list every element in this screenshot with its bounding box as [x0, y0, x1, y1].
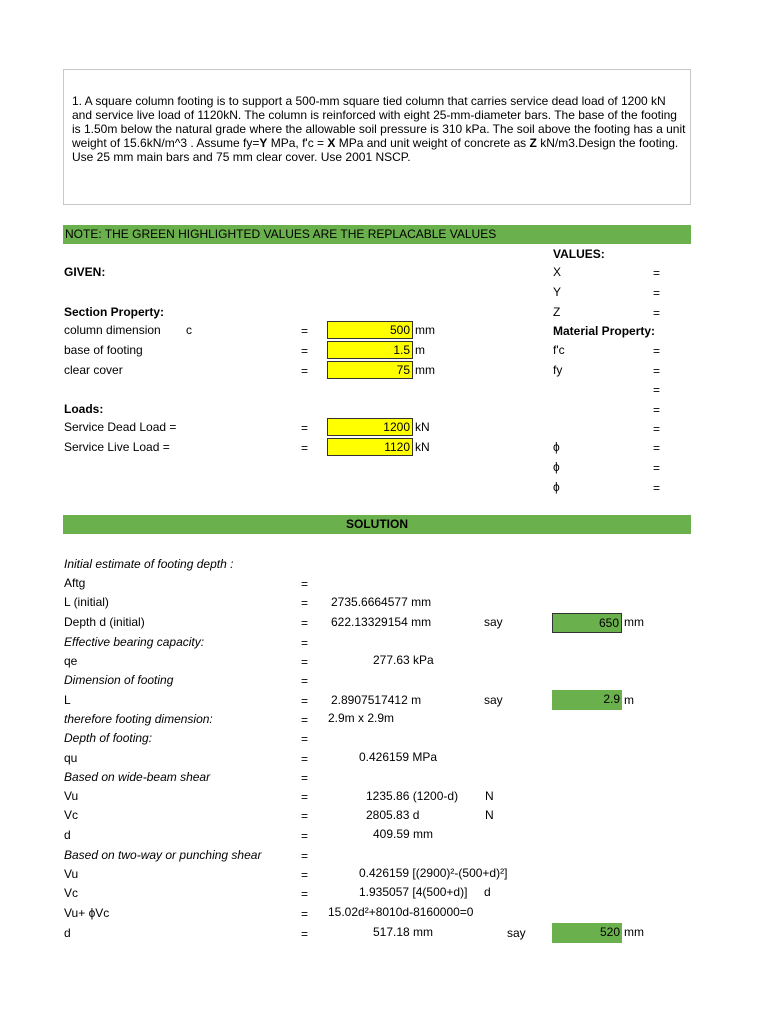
- problem-var-z: Z: [529, 136, 537, 150]
- clear-cover-input[interactable]: [327, 361, 413, 379]
- base-of-footing-label: base of footing: [64, 343, 143, 357]
- equals-sign: =: [653, 481, 661, 495]
- equals-sign: =: [301, 868, 309, 882]
- problem-text-part: kN/m3.Design the footing. Use 25 mm main bars and 75 mm clear cover. Use 2001 NSCP.: [72, 136, 679, 164]
- qu-label: qu: [64, 751, 78, 765]
- l-say-value: 2.9: [603, 692, 620, 706]
- values-title: VALUES:: [553, 247, 605, 261]
- equals-sign: =: [301, 732, 309, 746]
- vc-label: Vc: [64, 886, 79, 900]
- vc-wide-value: 2805.83 d: [366, 808, 420, 822]
- equals-sign: =: [301, 887, 309, 901]
- service-live-load-label: Service Live Load =: [64, 440, 170, 454]
- vc-punching-value: 1.935057 [4(500+d)]: [359, 885, 468, 899]
- equals-sign: =: [301, 829, 309, 843]
- equals-sign: =: [653, 403, 661, 417]
- equals-sign: =: [301, 713, 309, 727]
- l-initial-value: 2735.6664577 mm: [331, 595, 432, 609]
- equals-sign: =: [301, 849, 309, 863]
- equals-sign: =: [653, 364, 661, 378]
- service-live-load-value: 1120: [384, 440, 410, 454]
- note-text: NOTE: THE GREEN HIGHLIGHTED VALUES ARE THE REPLACABLE VALUES: [65, 227, 497, 241]
- depth-of-footing-heading: Depth of footing:: [64, 731, 153, 745]
- two-way-heading: Based on two-way or punching shear: [64, 848, 262, 862]
- vu-phi-vc-equation: 15.02d²+8010d-8160000=0: [328, 905, 474, 919]
- say-label: say: [484, 615, 503, 629]
- base-of-footing-unit: m: [415, 343, 425, 357]
- d-say-input[interactable]: [552, 923, 622, 943]
- problem-text-part: 1. A square column footing is to support a 500-mm square tied column that carries service dead load of 1200 kN and service live load of 1120kN. The column is reinforced with eight 25-mm-diameter bars. The base of the footing is 1.50m below the natural grade where the allowable soil pressure is 310 kPa. The soil above the footing has a unit weight of 15.6kN/m^3 . Assume fy=: [72, 94, 686, 150]
- column-dimension-unit: mm: [415, 323, 435, 337]
- problem-text-part: MPa and unit weight of concrete as: [335, 136, 530, 150]
- initial-estimate-heading: Initial estimate of footing depth :: [64, 557, 234, 571]
- d-say-value: 520: [599, 925, 620, 939]
- aftg-label: Aftg: [64, 576, 86, 590]
- vc-punching-unit: d: [484, 885, 491, 899]
- equals-sign: =: [301, 655, 309, 669]
- fy-label: fy: [553, 363, 563, 377]
- phi-symbol: ϕ: [553, 480, 560, 494]
- vu-label: Vu: [64, 867, 79, 881]
- d-say-unit: mm: [624, 925, 644, 939]
- d-punching-value: 517.18 mm: [373, 925, 434, 939]
- solution-title: SOLUTION: [346, 517, 408, 531]
- equals-sign: =: [301, 421, 309, 435]
- therefore-value: 2.9m x 2.9m: [328, 711, 395, 725]
- depth-say-input[interactable]: [552, 613, 622, 633]
- given-title: GIVEN:: [64, 265, 106, 279]
- dimension-heading: Dimension of footing: [64, 673, 174, 687]
- depth-initial-label: Depth d (initial): [64, 615, 145, 629]
- column-dimension-input[interactable]: [327, 321, 413, 339]
- wide-beam-heading: Based on wide-beam shear: [64, 770, 211, 784]
- column-dimension-value: 500: [389, 323, 410, 337]
- l-say-unit: m: [624, 693, 634, 707]
- therefore-heading: therefore footing dimension:: [64, 712, 213, 726]
- equals-sign: =: [301, 364, 309, 378]
- service-dead-load-label: Service Dead Load =: [64, 420, 177, 434]
- effective-bearing-heading: Effective bearing capacity:: [64, 635, 205, 649]
- material-property-title: Material Property:: [553, 324, 656, 338]
- vu-label: Vu: [64, 789, 79, 803]
- l-value: 2.8907517412 m: [331, 693, 422, 707]
- equals-sign: =: [301, 674, 309, 688]
- d-label: d: [64, 926, 71, 940]
- depth-say-value: 650: [598, 616, 619, 630]
- loads-title: Loads:: [64, 402, 104, 416]
- problem-var-y: Y: [259, 136, 268, 150]
- phi-symbol: ϕ: [553, 460, 560, 474]
- equals-sign: =: [301, 324, 309, 338]
- equals-sign: =: [653, 344, 661, 358]
- equals-sign: =: [301, 752, 309, 766]
- l-say-input[interactable]: [552, 690, 622, 710]
- note-bar: [63, 225, 691, 244]
- problem-text: [72, 94, 686, 164]
- base-of-footing-input[interactable]: [327, 341, 413, 359]
- equals-sign: =: [301, 441, 309, 455]
- base-of-footing-value: 1.5: [393, 343, 410, 357]
- equals-sign: =: [301, 927, 309, 941]
- equals-sign: =: [301, 790, 309, 804]
- value-y-label: Y: [553, 285, 562, 299]
- vc-wide-unit: N: [485, 808, 494, 822]
- solution-bar: [63, 515, 691, 534]
- problem-box: [63, 69, 691, 205]
- say-label: say: [484, 693, 503, 707]
- clear-cover-unit: mm: [415, 363, 435, 377]
- vu-punching-value: 0.426159 [(2900)²-(500+d)²]: [359, 866, 508, 880]
- value-z-label: Z: [553, 305, 561, 319]
- l-label: L: [64, 693, 71, 707]
- equals-sign: =: [653, 422, 661, 436]
- service-live-load-unit: kN: [415, 440, 430, 454]
- clear-cover-value: 75: [396, 363, 410, 377]
- vc-label: Vc: [64, 808, 79, 822]
- equals-sign: =: [301, 809, 309, 823]
- equals-sign: =: [301, 596, 309, 610]
- service-dead-load-input[interactable]: [327, 418, 413, 436]
- say-label: say: [507, 926, 526, 940]
- depth-initial-value: 622.13329154 mm: [331, 615, 432, 629]
- column-symbol: c: [186, 323, 192, 337]
- equals-sign: =: [301, 771, 309, 785]
- depth-say-unit: mm: [624, 615, 644, 629]
- qe-value: 277.63 kPa: [373, 653, 434, 667]
- equals-sign: =: [301, 694, 309, 708]
- service-dead-load-value: 1200: [383, 420, 410, 434]
- qu-value: 0.426159 MPa: [359, 750, 438, 764]
- equals-sign: =: [653, 306, 661, 320]
- d-wide-value: 409.59 mm: [373, 827, 434, 841]
- equals-sign: =: [653, 383, 661, 397]
- problem-var-x: X: [327, 136, 336, 150]
- vu-wide-value: 1235.86 (1200-d): [366, 789, 459, 803]
- problem-text-part: MPa, f'c =: [267, 136, 328, 150]
- d-label: d: [64, 828, 71, 842]
- section-property-title: Section Property:: [64, 305, 165, 319]
- phi-symbol: ϕ: [553, 440, 560, 454]
- vu-wide-unit: N: [485, 789, 494, 803]
- value-x-label: X: [553, 265, 562, 279]
- equals-sign: =: [301, 907, 309, 921]
- equals-sign: =: [653, 266, 661, 280]
- equals-sign: =: [301, 636, 309, 650]
- equals-sign: =: [653, 461, 661, 475]
- equals-sign: =: [301, 344, 309, 358]
- qe-label: qe: [64, 654, 78, 668]
- clear-cover-label: clear cover: [64, 363, 123, 377]
- fc-label: f'c: [553, 343, 565, 357]
- equals-sign: =: [653, 286, 661, 300]
- l-initial-label: L (initial): [64, 595, 109, 609]
- vu-phi-vc-label: Vu+ ϕVc: [64, 906, 110, 920]
- column-dimension-label: column dimension: [64, 323, 161, 337]
- service-dead-load-unit: kN: [415, 420, 430, 434]
- equals-sign: =: [653, 441, 661, 455]
- service-live-load-input[interactable]: [327, 438, 413, 456]
- equals-sign: =: [301, 616, 309, 630]
- equals-sign: =: [301, 577, 309, 591]
